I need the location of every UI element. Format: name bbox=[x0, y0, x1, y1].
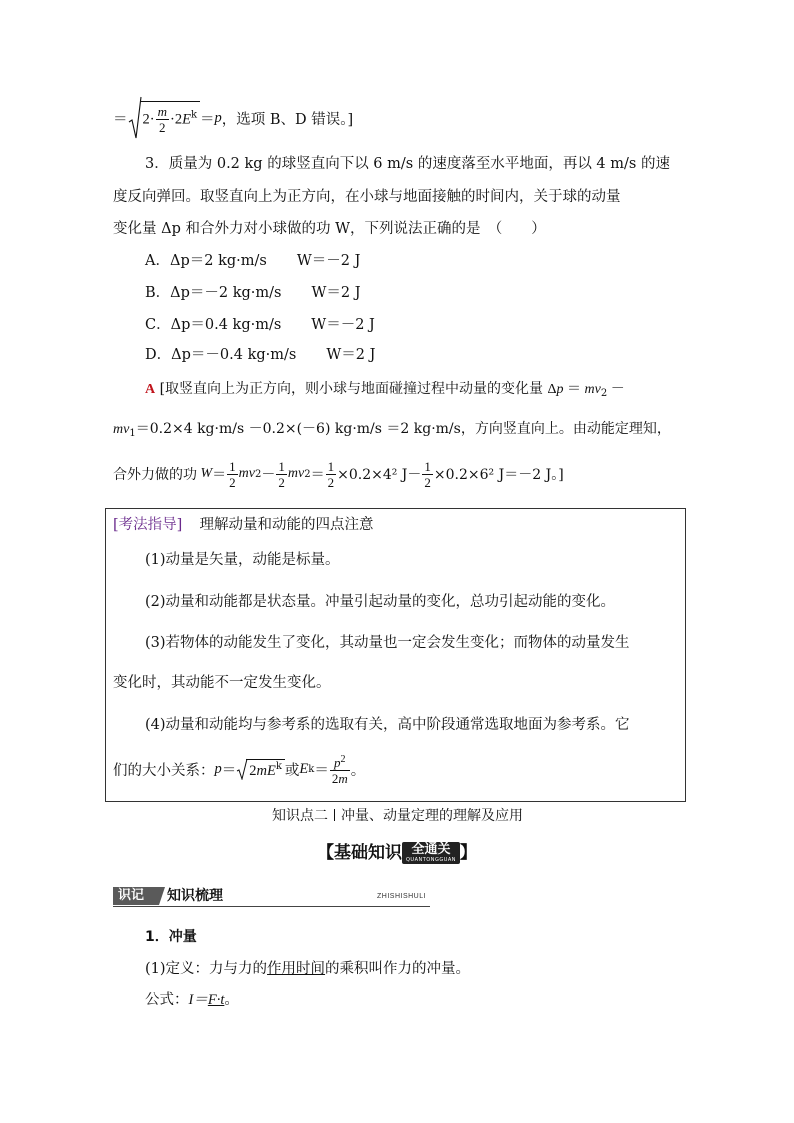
tag-label: 识记 bbox=[118, 888, 145, 903]
section-banner: 【基础知识 全通关 QUANTONGGUAN 】 bbox=[316, 842, 478, 863]
top-formula-line: ＝ 2· $\frac{m}{2}$ $\cdot 2E^k$ ＝ p ，选项 B、D 错误。] bbox=[113, 94, 353, 142]
underlined-term: 作用时间 bbox=[267, 961, 326, 977]
option-d: D．Δp＝－0.4 kg·m/s W＝2 J bbox=[145, 347, 376, 363]
top-line-suffix: ，选项 B、D 错误。] bbox=[221, 111, 354, 128]
option-b: B．Δp＝－2 kg·m/s W＝2 J bbox=[145, 285, 361, 301]
option-c: C．Δp＝0.4 kg·m/s W＝－2 J bbox=[145, 317, 375, 333]
tip-header bbox=[113, 513, 374, 534]
impulse-heading: 1．冲量 bbox=[145, 929, 197, 945]
tip-point-2: (2)动量和动能都是状态量。冲量引起动量的变化，总功引起动能的变化。 bbox=[145, 594, 616, 610]
banner-badge: 全通关 QUANTONGGUAN bbox=[402, 842, 460, 864]
solution-line-2: $mv_1=0.2\times 4$ kg·m/s －0.2×(－6) kg·m/s ＝2 kg·m/s，方向竖直向上。由动能定理知， bbox=[113, 421, 671, 439]
tip-point-3a: (3)若物体的动能发生了变化，其动量也一定会发生变化；而物体的动量发生 bbox=[145, 635, 630, 651]
knowledge-point-heading bbox=[272, 805, 523, 825]
tip-box bbox=[105, 508, 686, 802]
tip-label: [考法指导] bbox=[113, 517, 183, 533]
solution-line-3: 合外力做的功 W ＝ $\frac{1}{2}$ m v 2 － $\frac{1}{2}$ m v 2 ＝ $\frac{1}{2}$ ×0.2×4² J－ $\frac{1}{2}$ ×0.2×6² J＝－2 J。] bbox=[113, 458, 564, 490]
tip-point-4a: (4)动量和动能均与参考系的选取有关，高中阶段通常选取地面为参考系。它 bbox=[145, 717, 630, 733]
tip-point-1: (1)动量是矢量，动能是标量。 bbox=[145, 552, 340, 568]
knowledge-point-title: 冲量、动量定理的理解及应用 bbox=[341, 808, 523, 824]
answer-letter: A bbox=[145, 382, 156, 397]
question-line-3: 变化量 Δp 和合外力对小球做的功 W，下列说法正确的是 （ ） bbox=[113, 221, 546, 237]
tip-title: 理解动量和动能的四点注意 bbox=[199, 517, 374, 533]
tip-point-3b: 变化时，其动能不一定发生变化。 bbox=[113, 675, 331, 691]
sqrt-2mek: $2mE^k$ bbox=[236, 758, 285, 780]
impulse-formula: 公式：I＝F·t。 bbox=[145, 992, 239, 1008]
tag-slash-icon bbox=[151, 887, 165, 905]
question-line-2: 度反向弹回。取竖直向上为正方向，在小球与地面接触的时间内，关于球的动量 bbox=[113, 189, 621, 205]
sqrt-expression: 2· $\frac{m}{2}$ $\cdot 2E^k$ bbox=[128, 96, 201, 140]
impulse-definition: (1)定义：力与力的作用时间的乘积叫作力的冲量。 bbox=[145, 961, 471, 977]
knowledge-point-number: 知识点二 bbox=[272, 808, 328, 824]
tag-title: 知识梳理 bbox=[167, 888, 223, 904]
question-number: 3． bbox=[145, 156, 169, 172]
tag-strip bbox=[113, 887, 430, 905]
solution-line-1: A [取竖直向上为正方向，则小球与地面碰撞过程中动量的变化量 $\Delta p = mv_2$ － bbox=[145, 381, 625, 399]
tip-point-4b: 们的大小关系： p ＝ $2mE^k$ 或 E k ＝ $\frac{p^2}{2m}$ 。 bbox=[113, 754, 366, 786]
option-a: A．Δp＝2 kg·m/s W＝－2 J bbox=[145, 253, 361, 269]
tag-pinyin: ZHISHISHULI bbox=[377, 893, 427, 900]
formula-underlined: F·t bbox=[207, 992, 225, 1008]
question-line-1: 3．质量为 0.2 kg 的球竖直向下以 6 m/s 的速度落至水平地面，再以 4 m/s 的速 bbox=[145, 156, 670, 172]
tag-underline bbox=[113, 906, 430, 907]
